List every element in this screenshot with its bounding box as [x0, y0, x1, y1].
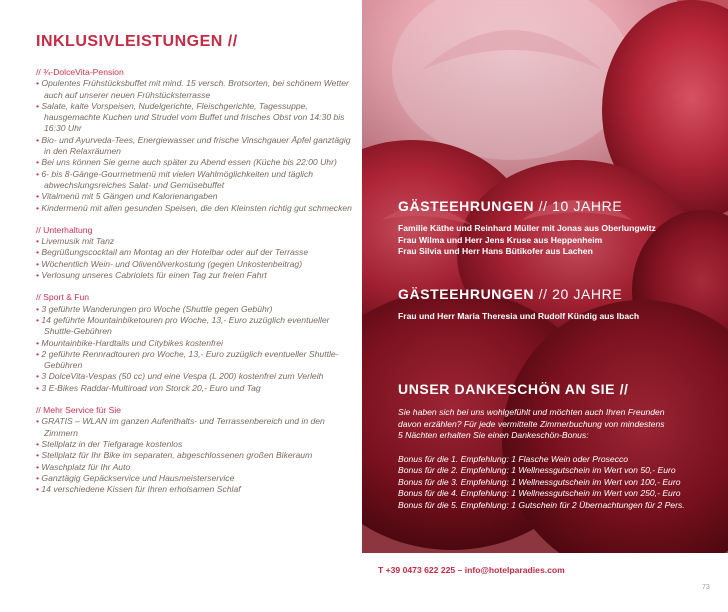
list-item: • Begrüßungscocktail am Montag an der Hotelbar oder auf der Terrasse [36, 247, 358, 258]
list-item: • 6- bis 8-Gänge-Gourmetmenü mit vielen Wahlmöglichkeiten und täglich abwechslungsreiches Salat- und Gemüsebuffet [36, 169, 358, 192]
section-heading: // Unterhaltung [36, 224, 93, 235]
list-item: • 14 geführte Mountainbiketouren pro Woche, 13,- Euro zuzüglich eventueller Shuttle-Gebühren [36, 315, 358, 338]
section-heading: // Mehr Service für Sie [36, 405, 122, 416]
list-item: • 3 DolceVita-Vespas (50 cc) und eine Vespa (L 200) kostenfrei zum Verleih [36, 371, 358, 382]
thanks-intro-line: davon erzählen? Für jede vermittelte Zimmerbuchung von mindestens [398, 418, 665, 429]
list-item: • Waschplatz für Ihr Auto [36, 462, 358, 473]
honor-10-heading: GÄSTEEHRUNGEN // 10 JAHRE [398, 198, 623, 214]
section-heading: // ¾-DolceVita-Pension [36, 67, 124, 77]
list-item: • Bei uns können Sie gerne auch später zu Abend essen (Küche bis 22:00 Uhr) [36, 157, 358, 168]
list-item: • Mountainbike-Hardtails und Citybikes kostenfrei [36, 338, 358, 349]
left-column [0, 0, 362, 612]
list-item: • Bio- und Ayurveda-Tees, Energiewasser und frische Vinschgauer Äpfel ganztägig in den Relaxräumen [36, 135, 358, 158]
bonus-line: Bonus für die 5. Empfehlung: 1 Gutschein für 2 Übernachtungen für 2 Pers. [398, 499, 685, 510]
honor-20-line: Frau und Herr Maria Theresia und Rudolf Kündig aus Ibach [398, 311, 640, 321]
section-service [36, 405, 358, 495]
services-list [36, 67, 358, 495]
bonus-line: Bonus für die 3. Empfehlung: 1 Wellnessgutschein im Wert von 100,- Euro [398, 476, 681, 487]
list-item: • Livemusik mit Tanz [36, 236, 358, 247]
contact-info: T +39 0473 622 225 – info@hotelparadies.com [378, 565, 565, 575]
section-heading: // Sport & Fun [36, 292, 90, 303]
section-entertainment [36, 225, 358, 281]
list-item: • Stellplatz in der Tiefgarage kostenlos [36, 439, 358, 450]
thanks-intro-line: Sie haben sich bei uns wohlgefühlt und möchten auch Ihren Freunden [398, 407, 665, 417]
bonus-line: Bonus für die 4. Empfehlung: 1 Wellnessgutschein im Wert von 250,- Euro [398, 488, 681, 498]
page-number: 73 [702, 584, 710, 591]
list-item: • Ganztägig Gepäckservice und Hausmeisterservice [36, 473, 358, 484]
list-item: • Kindermenü mit allen gesunden Speisen, die den Kleinsten richtig gut schmecken [36, 203, 358, 214]
list-item: • Opulentes Frühstücksbuffet mit mind. 15 versch. Brotsorten, bei schönem Wetter auch auf unserer neuen Frühstücksterrasse [36, 78, 358, 101]
list-item: • 2 geführte Rennradtouren pro Woche, 13,- Euro zuzüglich eventueller Shuttle-Gebühren [36, 349, 358, 372]
thanks-intro-line: 5 Nächten erhalten Sie einen Dankeschön-Bonus: [398, 430, 589, 440]
thanks-heading: UNSER DANKESCHÖN AN SIE // [398, 381, 629, 397]
honor-20-heading: GÄSTEEHRUNGEN // 20 JAHRE [398, 286, 623, 302]
section-sport [36, 292, 358, 394]
honor-10-block [398, 198, 656, 258]
list-item: • Salate, kalte Vorspeisen, Nudelgerichte, Fleischgerichte, Tagessuppe, hausgemachte Kuchen und Strudel vom Buffet und frisches Obst von 14:30 bis 16:30 Uhr [36, 101, 358, 135]
roses-photo [362, 0, 728, 553]
section-pension [36, 67, 358, 214]
honor-10-line: Frau Silvia und Herr Hans Bütikofer aus Lachen [398, 246, 593, 256]
list-item: • Stellplatz für Ihr Bike im separaten, abgeschlossenen großen Bikeraum [36, 450, 358, 461]
bonus-line: Bonus für die 2. Empfehlung: 1 Wellnessgutschein im Wert von 50,- Euro [398, 465, 676, 475]
list-item: • Wöchentlich Wein- und Olivenölverkostung (gegen Unkostenbeitrag) [36, 259, 358, 270]
list-item: • 3 E-Bikes Raddar-Multiroad von Storck 20,- Euro und Tag [36, 383, 358, 394]
list-item: • 3 geführte Wanderungen pro Woche (Shuttle gegen Gebühr) [36, 304, 358, 315]
page-title: INKLUSIVLEISTUNGEN // [36, 33, 238, 50]
bonus-line: Bonus für die 1. Empfehlung: 1 Flasche Wein oder Prosecco [398, 453, 629, 464]
list-item: • Vitalmenü mit 5 Gängen und Kalorienangaben [36, 191, 358, 202]
honor-20-block [398, 286, 639, 323]
list-item: • Verlosung unseres Cabriolets für einen Tag zur freien Fahrt [36, 270, 358, 281]
honor-10-line: Familie Käthe und Reinhard Müller mit Jonas aus Oberlungwitz [398, 223, 656, 233]
list-item: • 14 verschiedene Kissen für Ihren erholsamen Schlaf [36, 484, 358, 495]
thanks-block [398, 381, 685, 511]
list-item: • GRATIS – WLAN im ganzen Aufenthalts- und Terrassenbereich und in den Zimmern [36, 416, 358, 439]
honor-10-line: Frau Wilma und Herr Jens Kruse aus Heppenheim [398, 234, 603, 245]
